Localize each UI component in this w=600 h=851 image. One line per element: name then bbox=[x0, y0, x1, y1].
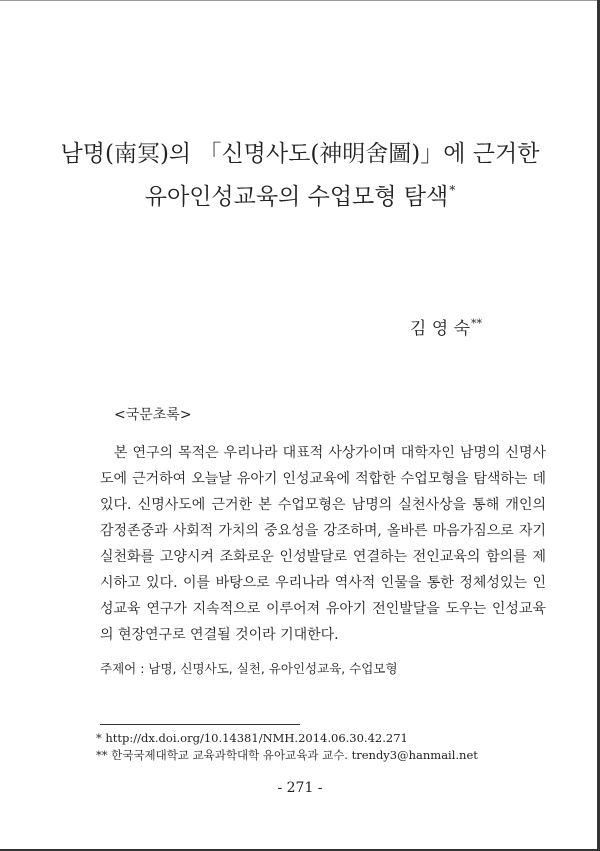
footnote-divider bbox=[100, 724, 300, 725]
footnotes bbox=[96, 730, 478, 764]
keywords: 주제어 : 남명, 신명사도, 실천, 유아인성교육, 수업모형 bbox=[100, 661, 398, 676]
title-line-2 bbox=[0, 172, 600, 215]
title-line-1: 남명(南冥)의 「신명사도(神明舍圖)」에 근거한 bbox=[60, 141, 540, 167]
page-number: - 271 - bbox=[277, 780, 323, 796]
author-footnote-mark: ** bbox=[471, 317, 482, 330]
abstract-body: 본 연구의 목적은 우리나라 대표적 사상가이며 대학자인 남명의 신명사도에 근거하여 오늘날 유아기 인성교육에 적합한 수업모형을 탐색하는 데 있다. 신명사도에 근거한 본 수업모형은 남명의 실천사상을 통해 개인의 감정존중과 사회적 가치의 중요성을 강조하며, 올바른 마음가짐으로 자기실천화를 고양시켜 조화로운 인성발달로 연결하는 전인교육의 함의를 제시하고 있다. 이를 바탕으로 우리나라 역사적 인물을 통한 정체성있는 인성교육 연구가 지속적으로 이루어져 유아기 전인발달을 도우는 인성교육의 현장연구로 연결될 것이라 기대한다. bbox=[100, 445, 546, 643]
author-name: 김 영 숙 bbox=[409, 319, 470, 339]
title-line-2-text: 유아인성교육의 수업모형 탐색 bbox=[144, 184, 449, 210]
title-footnote-mark: * bbox=[449, 183, 456, 197]
footnote-doi: * http://dx.doi.org/10.14381/NMH.2014.06.30.42.271 bbox=[96, 731, 408, 745]
paper-title bbox=[0, 136, 600, 215]
page-border-top bbox=[0, 0, 600, 1]
abstract-heading: <국문초록> bbox=[114, 407, 192, 423]
author bbox=[410, 314, 482, 339]
footnote-affiliation: ** 한국국제대학교 교육과학대학 유아교육과 교수. trendy3@hanmail.net bbox=[96, 748, 478, 762]
